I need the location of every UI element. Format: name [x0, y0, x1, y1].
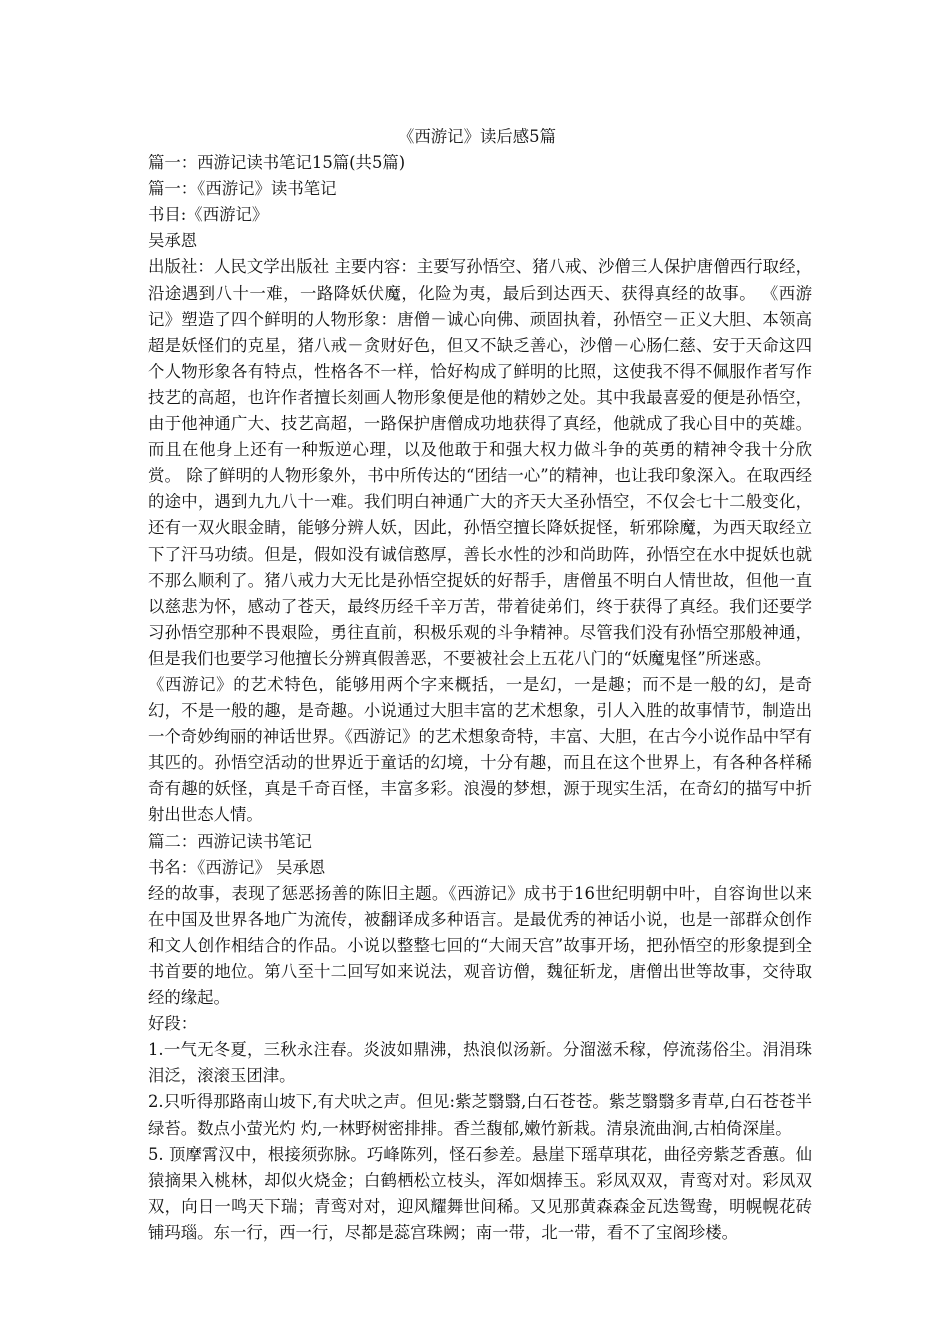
book-name-line: 书名：《西游记》 吴承恩 — [148, 857, 326, 877]
document-page — [142, 124, 812, 1246]
excerpt-item-2: 2.只听得那路南山坡下,有犬吠之声。但见:紫芝翳翳,白石苍苍。紫芝翳翳多青草,白石苍苍半绿苔。数点小萤光灼 灼,一林野树密排排。香兰馥郁,嫩竹新栽。清泉流曲涧,古柏倚深崖。 — [148, 1092, 812, 1138]
heading-reading-notes: 篇一：《西游记》读书笔记 — [148, 179, 337, 199]
paragraph-story-summary: 经的故事，表现了惩恶扬善的陈旧主题。《西游记》成书于16世纪明朝中叶，自容询世以来在中国及世界各地广为流传，被翻译成多种语言。是最优秀的神话小说，也是一部群众创作和文人创作相结合的作品。小说以整整七回的“大闹天宫”故事开场，把孙悟空的形象提到全书首要的地位。第八至十二回写如来说法，观音访僧，魏征斩龙，唐僧出世等故事，交待取经的缘起。 — [148, 883, 812, 1008]
excerpt-item-5: 5. 顶摩霄汉中，根接须弥脉。巧峰陈列，怪石参差。悬崖下瑶草琪花，曲径旁紫芝香蕙。仙猿摘果入桃林，却似火烧金；白鹤栖松立枝头，浑如烟捧玉。彩凤双双，青鸾对对。彩凤双双，向日一鸣天下瑞；青鸾对对，迎风耀舞世间稀。又见那黄森森金瓦迭鸳鸯，明幌幌花砖铺玛瑙。东一行，西一行，尽都是蕊宫珠阙；南一带，北一带，看不了宝阁珍楼。 — [148, 1144, 812, 1242]
heading-part-one: 篇一：西游记读书笔记15篇(共5篇) — [148, 153, 406, 173]
paragraph-art-features: 《西游记》的艺术特色，能够用两个字来概括，一是幻，一是趣；而不是一般的幻，是奇幻，不是一般的趣，是奇趣。小说通过大胆丰富的艺术想象，引人入胜的故事情节，制造出一个奇妙绚丽的神话世界。《西游记》的艺术想象奇特，丰富、大胆，在古今小说作品中罕有其匹的。孙悟空活动的世界近于童话的幻境，十分有趣，而且在这个世界上，有各种各样稀奇有趣的妖怪，真是千奇百怪，丰富多彩。浪漫的梦想，源于现实生活，在奇幻的描写中折射出世态人情。 — [148, 674, 812, 825]
document-title: 《西游记》读后感5篇 — [398, 127, 556, 146]
book-title-line: 书目:《西游记》 — [148, 205, 269, 225]
good-paragraphs-label: 好段： — [148, 1014, 198, 1034]
heading-part-two: 篇二：西游记读书笔记 — [148, 831, 312, 851]
excerpt-item-1: 1.一气无冬夏，三秋永注春。炎波如鼎沸，热浪似汤新。分溜滋禾稼，停流荡俗尘。涓涓珠泪泛，滚滚玉团津。 — [148, 1040, 812, 1086]
paragraph-main-content: 出版社：人民文学出版社 主要内容：主要写孙悟空、猪八戒、沙僧三人保护唐僧西行取经，沿途遇到八十一难，一路降妖伏魔，化险为夷，最后到达西天、获得真经的故事。 《西游记》塑造了四个鲜明的人物形象：唐僧－诚心向佛、顽固执着，孙悟空－正义大胆、本领高超是妖怪们的克星，猪八戒－贪财好色，但又不缺乏善心，沙僧－心肠仁慈、安于天命这四个人物形象各有特点，性格各不一样，恰好构成了鲜明的比照，这使我不得不佩服作者写作技艺的高超，也许作者擅长刻画人物形象便是他的精妙之处。其中我最喜爱的便是孙悟空，由于他神通广大、技艺高超，一路保护唐僧成功地获得了真经，他就成了我心目中的英雄。而且在他身上还有一种叛逆心理，以及他敢于和强大权力做斗争的英勇的精神令我十分欣赏。 除了鲜明的人物形象外，书中所传达的“团结一心”的精神，也让我印象深入。在取西经的途中，遇到九九八十一难。我们明白神通广大的齐天大圣孙悟空，不仅会七十二般变化，还有一双火眼金睛，能够分辨人妖，因此，孙悟空擅长降妖捉怪，斩邪除魔，为西天取经立下了汗马功绩。但是，假如没有诚信憨厚，善长水性的沙和尚助阵，孙悟空在水中捉妖也就不那么顺利了。猪八戒力大无比是孙悟空捉妖的好帮手，唐僧虽不明白人情世故，但他一直以慈悲为怀，感动了苍天，最终历经千辛万苦，带着徒弟们，终于获得了真经。我们还要学习孙悟空那种不畏艰险，勇往直前，积极乐观的斗争精神。尽管我们没有孙悟空那般神通，但是我们也要学习他擅长分辨真假善恶，不要被社会上五花八门的“妖魔鬼怪”所迷惑。 — [148, 257, 812, 668]
author-line: 吴承恩 — [148, 231, 198, 251]
